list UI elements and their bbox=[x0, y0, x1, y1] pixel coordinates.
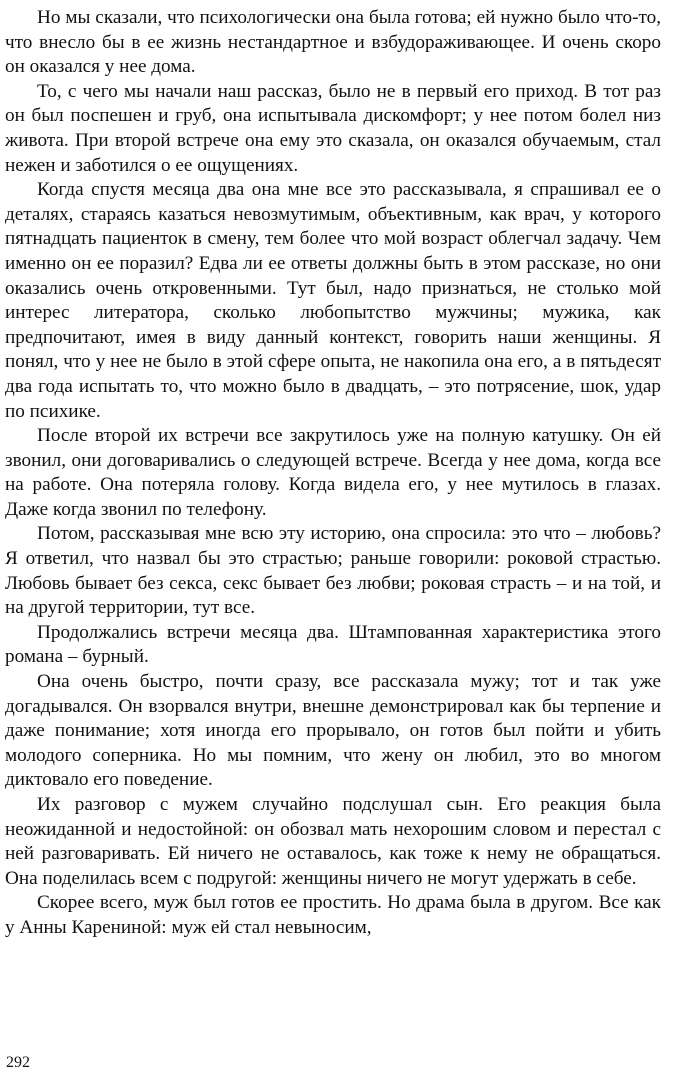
paragraph-3: Когда спустя месяца два она мне все это рассказывала, я спрашивал ее о деталях, стараясь казаться невозмутимым, объективным, как врач, у которого пятнадцать пациенток в смену, тем более что мой возраст облегчал задачу. Чем именно он ее поразил? Едва ли ее ответы должны быть в этом рассказе, но они оказались очень откровенными. Тут был, надо признаться, не столько мой интерес литератора, сколько любопытство мужчины; мужика, как предпочитают, имея в виду данный контекст, говорить наши женщины. Я понял, что у нее не было в этой сфере опыта, не накопила она его, а в пятьдесят два года испытать то, что можно было в двадцать, – это потрясение, шок, удар по психике. bbox=[5, 179, 661, 422]
paragraph-1: Но мы сказали, что психологически она была готова; ей нужно было что-то, что внесло бы в ее жизнь нестандартное и взбудораживающее. И очень скоро он оказался у нее дома. bbox=[5, 7, 661, 78]
paragraph-8: Их разговор с мужем случайно подслушал сын. Его реакция была неожиданной и недостойной: он обозвал мать нехорошим словом и перестал с ней разговаривать. Ей ничего не оставалось, как тоже к нему не обращаться. Она поделилась всем с подругой: женщины ничего не могут удержать в себе. bbox=[5, 794, 661, 889]
paragraph-2: То, с чего мы начали наш рассказ, было не в первый его приход. В тот раз он был поспешен и груб, она испытывала дискомфорт; у нее потом болел низ живота. При второй встрече она ему это сказала, он оказался обучаемым, стал нежен и заботился о ее ощущениях. bbox=[5, 80, 661, 176]
page-number: 292 bbox=[6, 1054, 30, 1071]
paragraph-4: После второй их встречи все закрутилось уже на полную катушку. Он ей звонил, они договаривались о следующей встрече. Всегда у нее дома, когда все на работе. Она потеряла голову. Когда видела его, у нее мутилось в глазах. Даже когда звонил по телефону. bbox=[5, 425, 661, 520]
paragraph-9: Скорее всего, муж был готов ее простить. Но драма была в другом. Все как у Анны Карениной: муж ей стал невыносим, bbox=[5, 892, 661, 938]
book-page bbox=[5, 6, 661, 941]
paragraph-5: Потом, рассказывая мне всю эту историю, она спросила: это что – любовь? Я ответил, что назвал бы это страстью; раньше говорили: роковой страстью. Любовь бывает без секса, секс бывает без любви; роковая страсть – и на той, и на другой территории, тут все. bbox=[5, 523, 661, 619]
paragraph-6: Продолжались встречи месяца два. Штампованная характеристика этого романа – бурный. bbox=[5, 621, 661, 668]
paragraph-7: Она очень быстро, почти сразу, все рассказала мужу; тот и так уже догадывался. Он взорвался внутри, внешне демонстрировал как бы терпение и даже понимание; хотя иногда его прорывало, он готов был пойти и убить молодого соперника. Но мы помним, что жену он любил, это во многом диктовало его поведение. bbox=[5, 671, 661, 791]
